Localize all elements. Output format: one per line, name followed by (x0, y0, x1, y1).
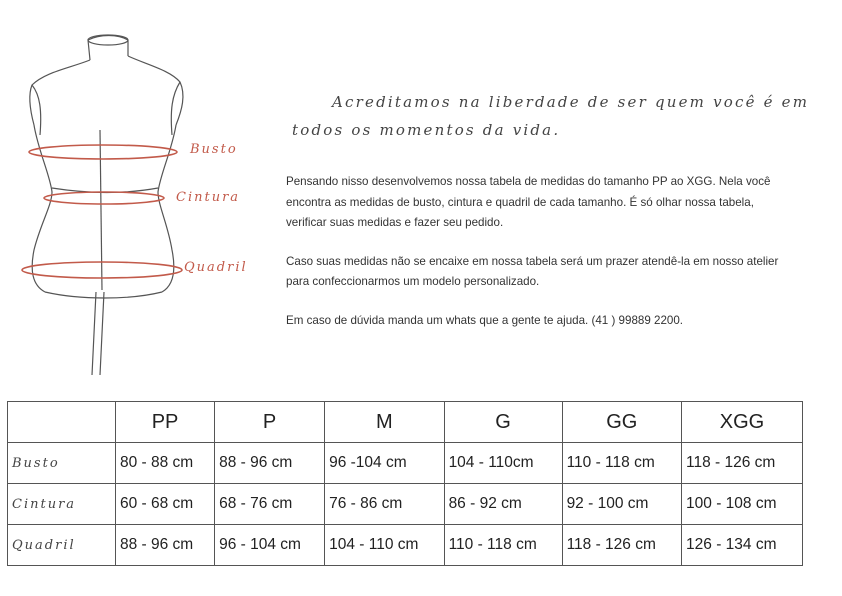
row-label-hip: Quadril (8, 525, 116, 566)
bust-label: Busto (190, 142, 238, 157)
table-cell: 60 - 68 cm (116, 484, 215, 525)
table-cell: 110 - 118 cm (444, 525, 562, 566)
table-cell: 88 - 96 cm (116, 525, 215, 566)
tagline-line-1: Acreditamos na liberdade de ser quem você é em (332, 93, 810, 111)
size-header-gg: GG (562, 402, 681, 443)
table-cell: 110 - 118 cm (562, 443, 681, 484)
intro-paragraph-1: Pensando nisso desenvolvemos nossa tabela de medidas do tamanho PP ao XGG. Nela você encontra as medidas de busto, cintura e quadril de cada tamanho. É só olhar nossa tabela, verificar suas medidas e fazer seu pedido. (286, 175, 771, 229)
table-header-row (8, 402, 803, 443)
row-label-waist: Cintura (8, 484, 116, 525)
tagline-quote (292, 88, 812, 144)
table-cell: 118 - 126 cm (682, 443, 803, 484)
waist-label: Cintura (176, 190, 241, 205)
row-label-bust: Busto (8, 443, 116, 484)
table-cell: 96 - 104 cm (215, 525, 325, 566)
table-cell: 104 - 110cm (444, 443, 562, 484)
table-cell: 96 -104 cm (325, 443, 444, 484)
table-cell: 100 - 108 cm (682, 484, 803, 525)
table-row (8, 525, 803, 566)
table-cell: 118 - 126 cm (562, 525, 681, 566)
table-cell: 92 - 100 cm (562, 484, 681, 525)
size-header-xgg: XGG (682, 402, 803, 443)
contact-paragraph: Em caso de dúvida manda um whats que a gente te ajuda. (41 ) 99889 2200. (286, 313, 684, 327)
table-corner-cell (8, 402, 116, 443)
size-header-m: M (325, 402, 444, 443)
tagline-line-2: todos os momentos da vida. (292, 121, 561, 139)
table-row (8, 484, 803, 525)
table-cell: 80 - 88 cm (116, 443, 215, 484)
table-row (8, 443, 803, 484)
table-cell: 126 - 134 cm (682, 525, 803, 566)
hip-label: Quadril (184, 260, 248, 275)
table-cell: 76 - 86 cm (325, 484, 444, 525)
intro-text (286, 172, 786, 349)
table-cell: 68 - 76 cm (215, 484, 325, 525)
size-header-g: G (444, 402, 562, 443)
table-cell: 86 - 92 cm (444, 484, 562, 525)
size-chart-table (7, 401, 803, 566)
intro-paragraph-2: Caso suas medidas não se encaixe em nossa tabela será um prazer atendê-la em nosso atelier para confeccionarmos um modelo personalizado. (286, 254, 779, 288)
size-header-p: P (215, 402, 325, 443)
table-cell: 104 - 110 cm (325, 525, 444, 566)
table-cell: 88 - 96 cm (215, 443, 325, 484)
size-header-pp: PP (116, 402, 215, 443)
